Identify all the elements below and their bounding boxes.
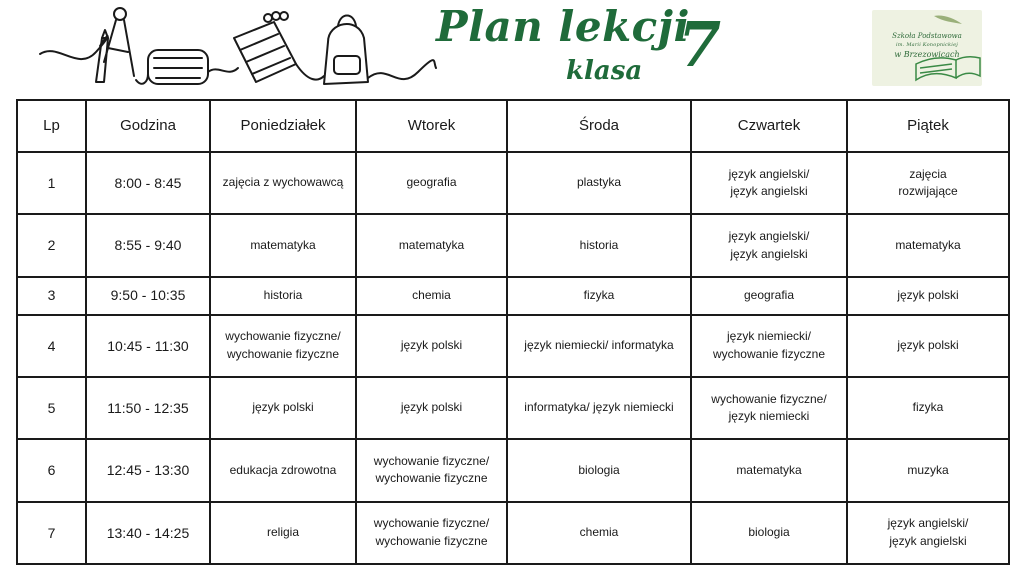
school-supplies-doodle-icon — [38, 2, 438, 92]
table-row — [17, 214, 1009, 276]
friday-subject: język polski — [847, 315, 1009, 377]
wednesday-subject: plastyka — [507, 152, 691, 214]
lesson-time: 10:45 - 11:30 — [86, 315, 210, 377]
school-logo — [872, 10, 982, 86]
lesson-time: 12:45 - 13:30 — [86, 439, 210, 501]
tuesday-subject: geografia — [356, 152, 507, 214]
lesson-number: 5 — [17, 377, 86, 439]
thursday-subject: język angielski/ język angielski — [691, 152, 847, 214]
monday-subject: matematyka — [210, 214, 356, 276]
table-row — [17, 315, 1009, 377]
thursday-subject: biologia — [691, 502, 847, 564]
lesson-number: 2 — [17, 214, 86, 276]
monday-subject: edukacja zdrowotna — [210, 439, 356, 501]
wednesday-subject: fizyka — [507, 277, 691, 315]
page-header — [0, 0, 1024, 98]
header-sroda: Środa — [507, 100, 691, 152]
friday-subject: fizyka — [847, 377, 1009, 439]
lesson-number: 4 — [17, 315, 86, 377]
page-title: Plan lekcji — [436, 2, 690, 51]
header-lp: Lp — [17, 100, 86, 152]
friday-subject: matematyka — [847, 214, 1009, 276]
wednesday-subject: chemia — [507, 502, 691, 564]
thursday-subject: język niemiecki/ wychowanie fizyczne — [691, 315, 847, 377]
open-book-icon — [872, 10, 982, 86]
lesson-number: 7 — [17, 502, 86, 564]
thursday-subject: matematyka — [691, 439, 847, 501]
grade-number: 7 — [678, 8, 722, 81]
logo-text-line3: w Brzezowicach — [894, 50, 960, 59]
wednesday-subject: biologia — [507, 439, 691, 501]
thursday-subject: język angielski/ język angielski — [691, 214, 847, 276]
logo-text-line2: im. Marii Konopnickiej — [896, 42, 958, 48]
tuesday-subject: język polski — [356, 315, 507, 377]
table-row — [17, 277, 1009, 315]
header-godzina: Godzina — [86, 100, 210, 152]
header-piatek: Piątek — [847, 100, 1009, 152]
tuesday-subject: matematyka — [356, 214, 507, 276]
tuesday-subject: język polski — [356, 377, 507, 439]
header-wtorek: Wtorek — [356, 100, 507, 152]
monday-subject: język polski — [210, 377, 356, 439]
logo-text-line1: Szkoła Podstawowa — [892, 32, 962, 40]
lesson-time: 8:00 - 8:45 — [86, 152, 210, 214]
lesson-number: 3 — [17, 277, 86, 315]
wednesday-subject: informatyka/ język niemiecki — [507, 377, 691, 439]
lesson-number: 1 — [17, 152, 86, 214]
timetable — [16, 99, 1010, 565]
monday-subject: wychowanie fizyczne/ wychowanie fizyczne — [210, 315, 356, 377]
lesson-time: 9:50 - 10:35 — [86, 277, 210, 315]
class-label: klasa — [566, 56, 643, 86]
wednesday-subject: historia — [507, 214, 691, 276]
lesson-time: 11:50 - 12:35 — [86, 377, 210, 439]
header-poniedzialek: Poniedziałek — [210, 100, 356, 152]
table-row — [17, 152, 1009, 214]
thursday-subject: wychowanie fizyczne/ język niemiecki — [691, 377, 847, 439]
friday-subject: muzyka — [847, 439, 1009, 501]
table-row — [17, 439, 1009, 501]
monday-subject: zajęcia z wychowawcą — [210, 152, 356, 214]
friday-subject: zajęcia rozwijające — [847, 152, 1009, 214]
table-row — [17, 377, 1009, 439]
wednesday-subject: język niemiecki/ informatyka — [507, 315, 691, 377]
tuesday-subject: chemia — [356, 277, 507, 315]
header-czwartek: Czwartek — [691, 100, 847, 152]
monday-subject: historia — [210, 277, 356, 315]
lesson-time: 8:55 - 9:40 — [86, 214, 210, 276]
table-row — [17, 502, 1009, 564]
timetable-header-row — [17, 100, 1009, 152]
tuesday-subject: wychowanie fizyczne/ wychowanie fizyczne — [356, 439, 507, 501]
thursday-subject: geografia — [691, 277, 847, 315]
tuesday-subject: wychowanie fizyczne/ wychowanie fizyczne — [356, 502, 507, 564]
friday-subject: język angielski/ język angielski — [847, 502, 1009, 564]
friday-subject: język polski — [847, 277, 1009, 315]
lesson-number: 6 — [17, 439, 86, 501]
monday-subject: religia — [210, 502, 356, 564]
lesson-time: 13:40 - 14:25 — [86, 502, 210, 564]
